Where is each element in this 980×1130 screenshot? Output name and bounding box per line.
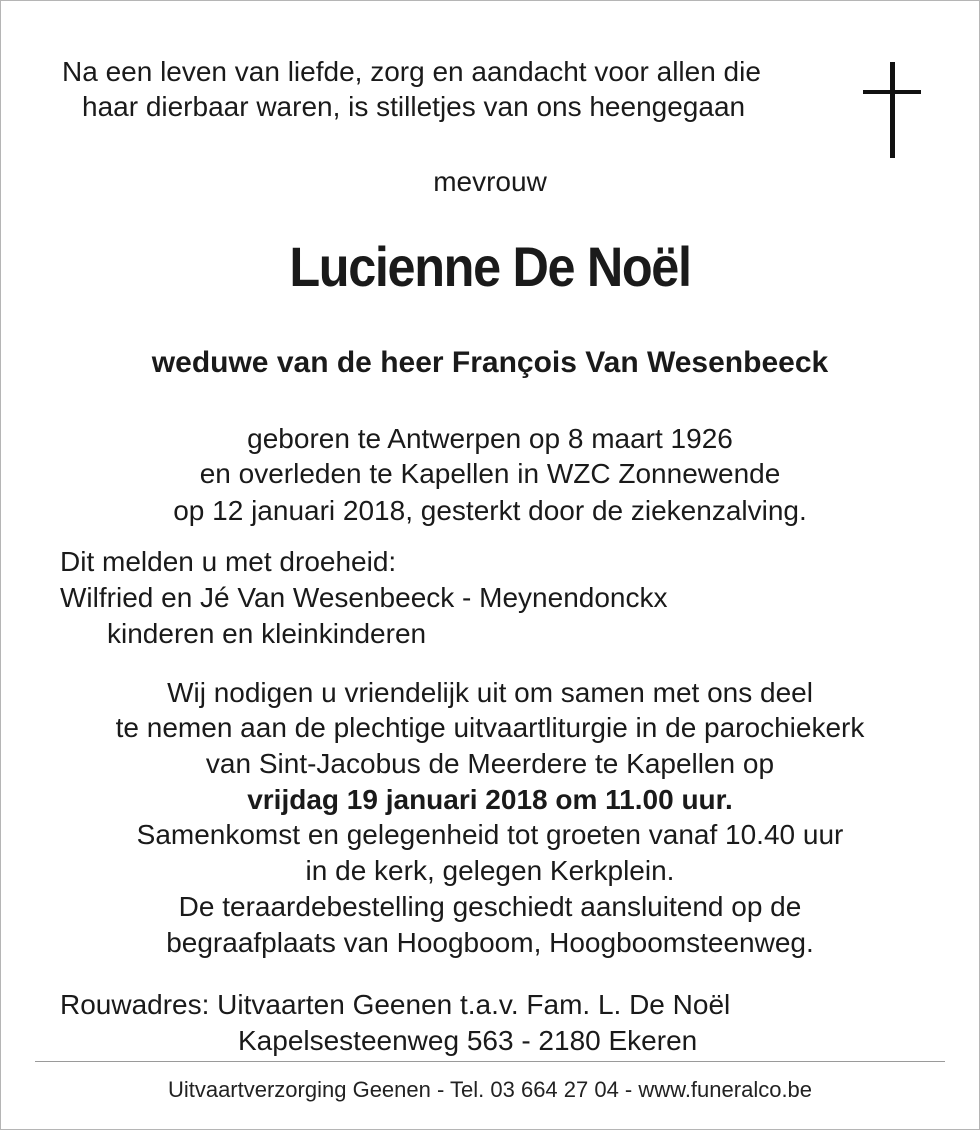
death-date-line: op 12 januari 2018, gesterkt door de ziekenzalving. [173,495,807,526]
invitation-line-5: Samenkomst en gelegenheid tot groeten vanaf 10.40 uur [136,819,844,850]
footer-contact: Uitvaartverzorging Geenen - Tel. 03 664 27 04 - www.funeralco.be [167,1077,813,1102]
invitation-line-7: De teraardebestelling geschiedt aansluitend op de [178,891,802,922]
divider [35,1061,945,1062]
widow-of: weduwe van de heer François Van Wesenbeeck [151,346,829,379]
invitation-line-2: te nemen aan de plechtige uitvaartliturgie in de parochiekerk [115,712,865,743]
deceased-name: Lucienne De Noël [289,235,691,298]
announcers-family: Wilfried en Jé Van Wesenbeeck - Meynendonckx [60,582,668,613]
address-line-1: Rouwadres: Uitvaarten Geenen t.a.v. Fam. L. De Noël [60,989,731,1020]
death-line: en overleden te Kapellen in WZC Zonnewende [199,458,781,489]
intro-line-2: haar dierbaar waren, is stilletjes van ons heengegaan [82,91,746,122]
invitation-line-8: begraafplaats van Hoogboom, Hoogboomsteenweg. [166,927,814,958]
invitation-line-6: in de kerk, gelegen Kerkplein. [305,855,675,886]
announcers-others: kinderen en kleinkinderen [107,618,427,649]
invitation-line-3: van Sint-Jacobus de Meerdere te Kapellen op [205,748,775,779]
funeral-date: vrijdag 19 januari 2018 om 11.00 uur. [247,784,733,815]
invitation-line-1: Wij nodigen u vriendelijk uit om samen met ons deel [167,677,813,708]
title-prefix: mevrouw [433,166,547,197]
cross-icon [863,62,921,158]
birth-line: geboren te Antwerpen op 8 maart 1926 [247,423,733,454]
intro-line-1: Na een leven van liefde, zorg en aandacht voor allen die [62,56,761,87]
address-line-2: Kapelsesteenweg 563 - 2180 Ekeren [238,1025,698,1056]
announcers-intro: Dit melden u met droeheid: [60,546,397,577]
